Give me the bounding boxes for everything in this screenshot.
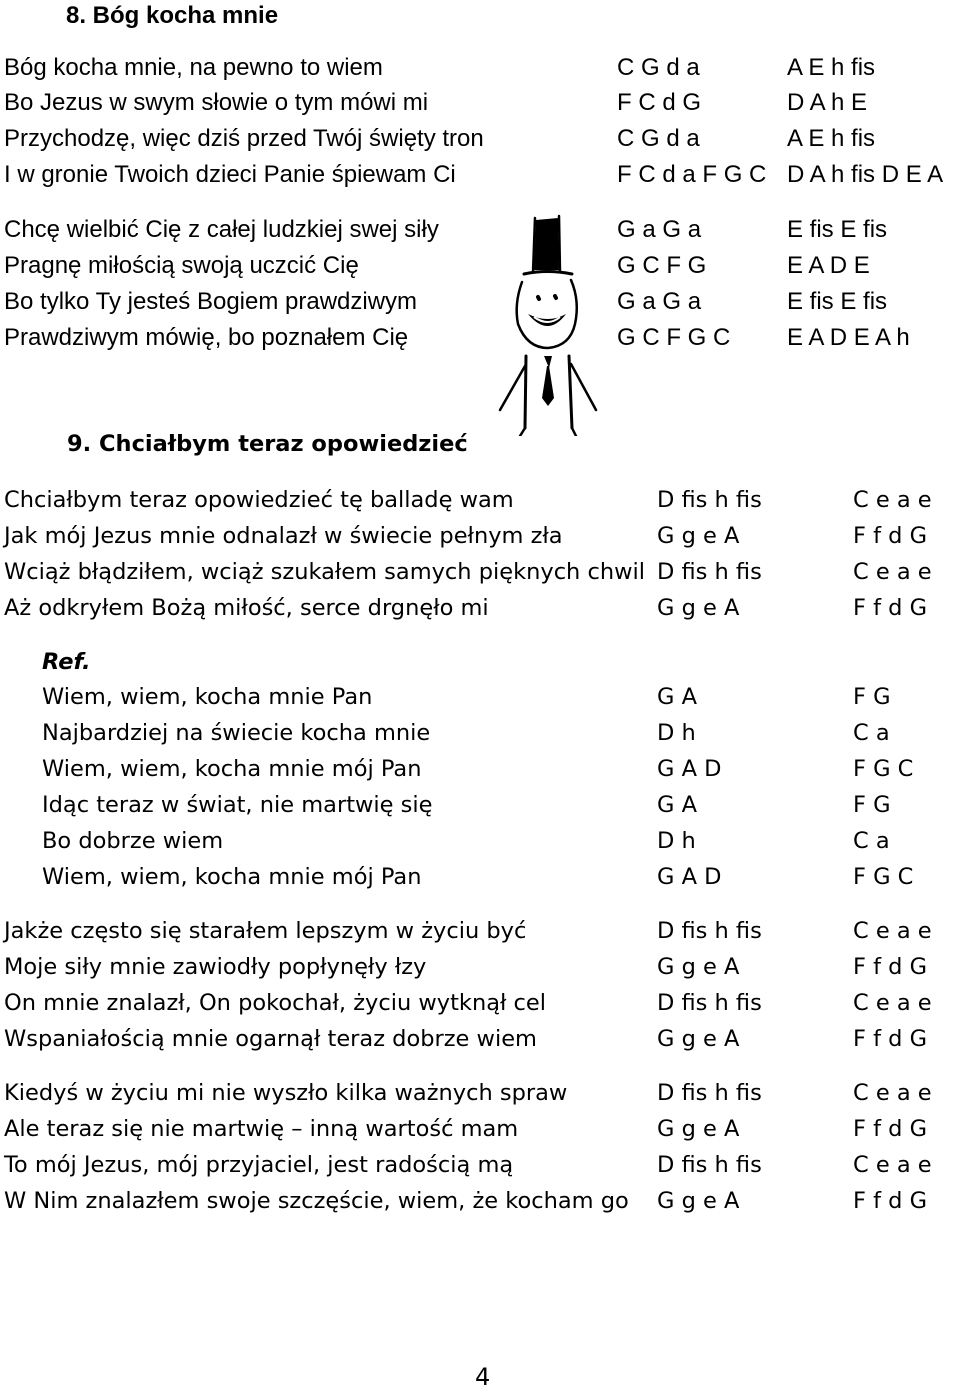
chords-alternate: C a [853, 828, 890, 854]
lyric-line: Najbardziej na świecie kocha mnie [42, 720, 431, 746]
chords-alternate: C e a e [853, 487, 932, 513]
chords-alternate: E A D E [787, 252, 870, 279]
lyric-line: Kiedyś w życiu mi nie wyszło kilka ważnych spraw [4, 1080, 568, 1106]
chords-alternate: F G [853, 792, 891, 818]
chords-alternate: E fis E fis [787, 216, 888, 243]
chords-primary: G A D [657, 756, 722, 782]
right-arm [571, 364, 596, 410]
chords-alternate: D A h E [787, 89, 868, 116]
chords-primary: G a G a [617, 288, 702, 315]
page-number: 4 [475, 1363, 491, 1391]
chords-alternate: F f d G [853, 595, 928, 621]
chords-alternate: F f d G [853, 954, 928, 980]
chords-primary: F C d G [617, 89, 702, 116]
chords-alternate: C e a e [853, 559, 932, 585]
lyric-line: Chcę wielbić Cię z całej ludzkiej swej siły [4, 216, 439, 243]
chords-alternate: A E h fis [787, 125, 876, 152]
lyric-line: Jak mój Jezus mnie odnalazł w świecie pełnym zła [4, 523, 563, 549]
smile [528, 314, 566, 326]
lyric-line: On mnie znalazł, On pokochał, życiu wytknął cel [4, 990, 547, 1016]
chords-alternate: A E h fis [787, 54, 876, 81]
lyric-line: Bóg kocha mnie, na pewno to wiem [4, 54, 383, 81]
chords-alternate: E A D E A h [787, 324, 910, 351]
chords-primary: G g e A [657, 954, 740, 980]
chords-alternate: C e a e [853, 918, 932, 944]
lyric-line: Bo tylko Ty jesteś Bogiem prawdziwym [4, 288, 418, 315]
hat-right-edge [559, 216, 560, 272]
chords-primary: G A D [657, 864, 722, 890]
stick-figure-illustration [492, 196, 602, 436]
chords-alternate: C e a e [853, 1080, 932, 1106]
chords-alternate: C a [853, 720, 890, 746]
lyric-line: Bo dobrze wiem [42, 828, 224, 854]
chords-primary: D h [657, 828, 696, 854]
lyric-line: Aż odkryłem Bożą miłość, serce drgnęło mi [4, 595, 489, 621]
chords-primary: D fis h fis [657, 990, 762, 1016]
lyric-line: Wiem, wiem, kocha mnie Pan [42, 684, 373, 710]
chords-primary: C G d a [617, 54, 700, 81]
lyric-line: W Nim znalazłem swoje szczęście, wiem, że kocham go [4, 1188, 629, 1214]
left-arm [500, 366, 525, 410]
chords-primary: G g e A [657, 523, 740, 549]
lyric-line: Prawdziwym mówię, bo poznałem Cię [4, 324, 409, 351]
lyric-line: Wiem, wiem, kocha mnie mój Pan [42, 864, 422, 890]
lyric-line: Przychodzę, więc dziś przed Twój święty tron [4, 125, 484, 152]
lyric-line: Ale teraz się nie martwię – inną wartość mam [4, 1116, 519, 1142]
chords-alternate: F f d G [853, 1188, 928, 1214]
chords-primary: D fis h fis [657, 559, 762, 585]
chords-primary: D h [657, 720, 696, 746]
lyric-line: Moje siły mnie zawiodły popłynęły łzy [4, 954, 427, 980]
chords-primary: D fis h fis [657, 487, 762, 513]
chords-alternate: F f d G [853, 1116, 928, 1142]
chords-primary: G A [657, 684, 697, 710]
chords-alternate: F f d G [853, 1026, 928, 1052]
chords-primary: D fis h fis [657, 1080, 762, 1106]
chords-alternate: E fis E fis [787, 288, 888, 315]
chords-primary: G A [657, 792, 697, 818]
chords-primary: C G d a [617, 125, 700, 152]
chords-alternate: F G C [853, 756, 914, 782]
lyric-line: Wciąż błądziłem, wciąż szukałem samych pięknych chwil [4, 559, 646, 585]
lyric-line: Chciałbym teraz opowiedzieć tę balladę wam [4, 487, 514, 513]
head-outline [517, 280, 577, 348]
chords-primary: G C F G [617, 252, 707, 279]
song-9-title: 9. Chciałbym teraz opowiedzieć [67, 431, 468, 457]
refrain-label: Ref. [42, 649, 91, 675]
chords-primary: G g e A [657, 595, 740, 621]
lyric-line: To mój Jezus, mój przyjaciel, jest radością mą [4, 1152, 514, 1178]
tie [542, 366, 554, 406]
lyric-line: I w gronie Twoich dzieci Panie śpiewam Ci [4, 161, 456, 188]
chords-primary: D fis h fis [657, 1152, 762, 1178]
lyric-line: Wspaniałością mnie ogarnął teraz dobrze wiem [4, 1026, 537, 1052]
chords-alternate: F G C [853, 864, 914, 890]
chords-primary: G g e A [657, 1026, 740, 1052]
chords-alternate: F f d G [853, 523, 928, 549]
chords-alternate: C e a e [853, 990, 932, 1016]
chords-primary: G g e A [657, 1116, 740, 1142]
lyric-line: Pragnę miłością swoją uczcić Cię [4, 252, 359, 279]
chords-primary: G a G a [617, 216, 702, 243]
song-8-title: 8. Bóg kocha mnie [66, 2, 279, 29]
lyric-line: Jakże często się starałem lepszym w życiu być [4, 918, 527, 944]
chords-primary: D fis h fis [657, 918, 762, 944]
lyric-line: Bo Jezus w swym słowie o tym mówi mi [4, 89, 429, 116]
chords-alternate: F G [853, 684, 891, 710]
hat-crown [534, 218, 559, 270]
chords-primary: F C d a F G C [617, 161, 767, 188]
chords-alternate: C e a e [853, 1152, 932, 1178]
chords-primary: G g e A [657, 1188, 740, 1214]
hat-brim [524, 272, 572, 275]
chords-primary: G C F G C [617, 324, 731, 351]
lyric-line: Idąc teraz w świat, nie martwię się [42, 792, 433, 818]
chords-alternate: D A h fis D E A [787, 161, 944, 188]
lyric-line: Wiem, wiem, kocha mnie mój Pan [42, 756, 422, 782]
